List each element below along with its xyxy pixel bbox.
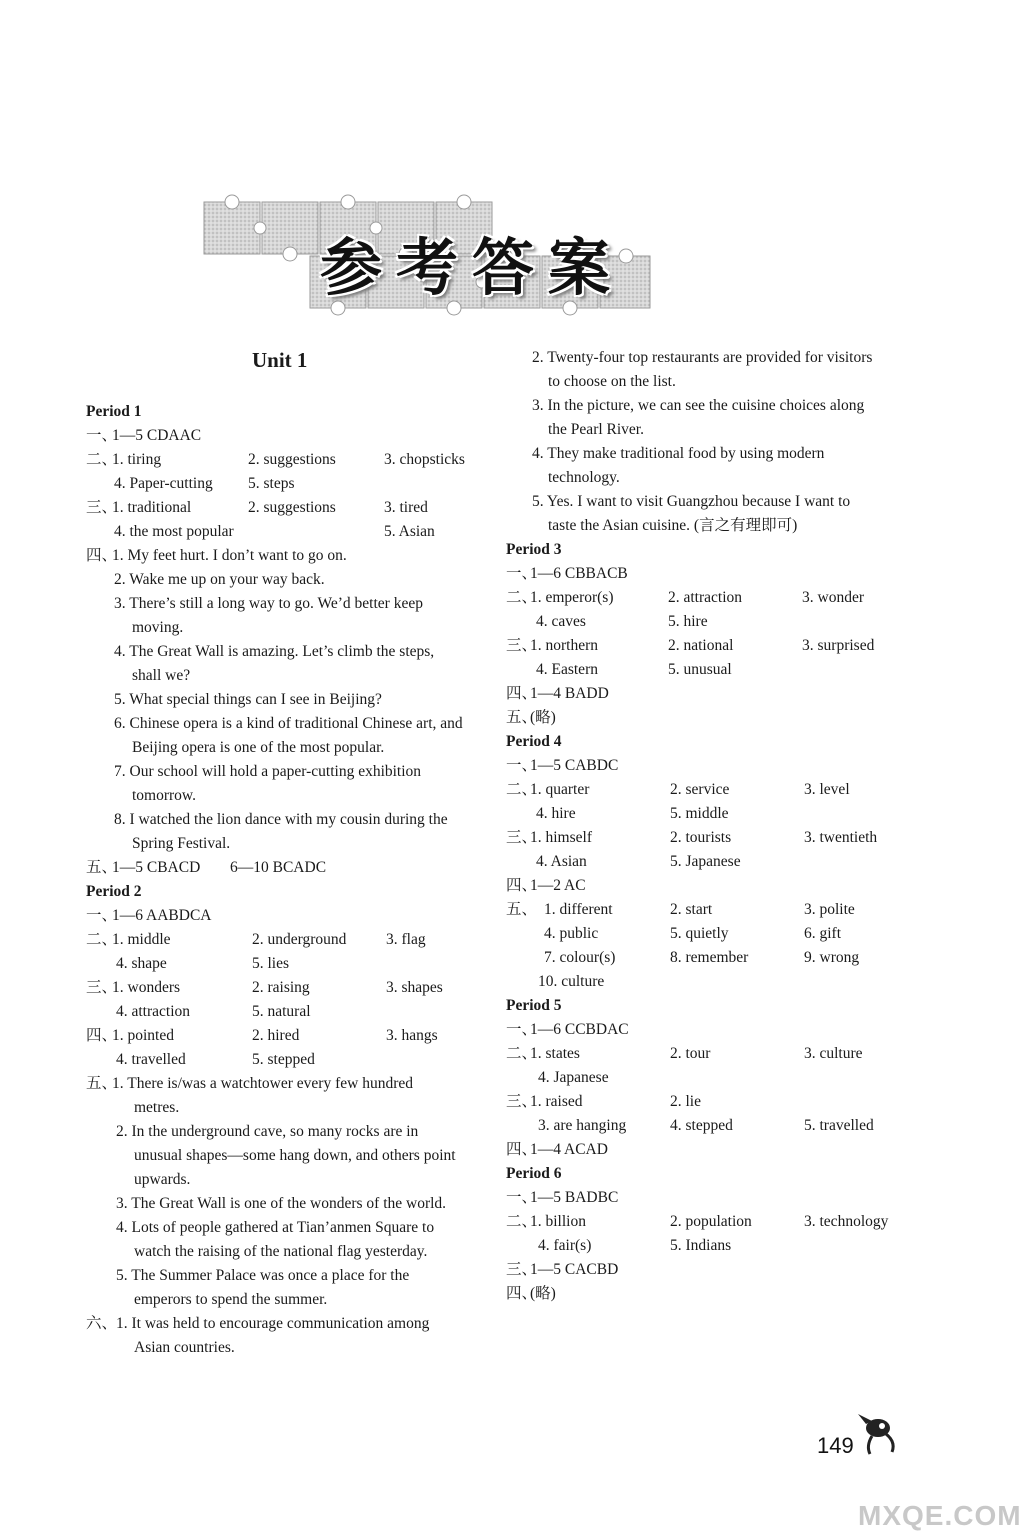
answer-row: Asian countries. — [134, 1339, 235, 1356]
page-title: 参考答案 — [320, 231, 625, 304]
right-column — [506, 346, 926, 1306]
answer-row: 二、 1. billion 2. population 3. technology — [506, 1213, 889, 1230]
answer-row: 4. hire 5. middle — [536, 805, 729, 822]
answer-row: 4. travelled 5. stepped — [116, 1051, 315, 1068]
answer-row: watch the raising of the national flag yesterday. — [134, 1243, 428, 1260]
period-heading: Period 3 — [506, 541, 562, 558]
answer-row: 7. Our school will hold a paper-cutting exhibition — [114, 763, 422, 780]
mascot-icon — [852, 1408, 908, 1458]
answer-row: Spring Festival. — [132, 835, 231, 852]
answer-row: 三、 1. wonders 2. raising 3. shapes — [86, 979, 443, 996]
answer-row: tomorrow. — [132, 787, 196, 804]
answer-row: 二、 1. emperor(s) 2. attraction 3. wonder — [506, 589, 864, 606]
answer-row: 4. public 5. quietly 6. gift — [544, 925, 842, 942]
answer-row: 三、 1. traditional 2. suggestions 3. tired — [86, 499, 428, 516]
period-heading: Period 2 — [86, 883, 142, 900]
answer-row: 5. The Summer Palace was once a place for the — [116, 1267, 410, 1284]
answer-row: 4. Paper-cutting 5. steps — [114, 475, 295, 492]
answer-row: 4. Lots of people gathered at Tian’anmen Square to — [116, 1219, 435, 1236]
answer-row: 一、 1—6 CCBDAC — [506, 1021, 629, 1038]
answer-row: 2. Wake me up on your way back. — [114, 571, 325, 588]
answer-row: 二、 1. quarter 2. service 3. level — [506, 781, 850, 798]
answer-row: 二、 1. states 2. tour 3. culture — [506, 1045, 863, 1062]
answer-row: 五、 1—5 CBACD 6—10 BCADC — [86, 859, 327, 876]
answer-row: 4. caves 5. hire — [536, 613, 708, 630]
answer-row: 5. What special things can I see in Beijing? — [114, 691, 382, 708]
answer-row: 4. The Great Wall is amazing. Let’s climb the steps, — [114, 643, 435, 660]
answer-row: 4. They make traditional food by using modern — [532, 445, 825, 462]
answer-row: 4. Asian 5. Japanese — [536, 853, 741, 870]
answer-row: 三、 1—5 CACBD — [506, 1261, 619, 1278]
answer-row: 六、 1. It was held to encourage communication among — [86, 1315, 430, 1332]
answer-row: moving. — [132, 619, 184, 636]
answer-row: upwards. — [134, 1171, 191, 1188]
answer-row: 4. Japanese — [538, 1069, 609, 1086]
left-column — [86, 400, 496, 1360]
answer-row: 一、 1—5 CDAAC — [86, 427, 202, 444]
answer-row: metres. — [134, 1099, 180, 1116]
answer-row: 五、 (略) — [506, 709, 556, 726]
answer-row: 四、 1—2 AC — [506, 877, 586, 894]
answer-row: 3. are hanging 4. stepped 5. travelled — [538, 1117, 874, 1134]
answer-row: 四、 1. pointed 2. hired 3. hangs — [86, 1027, 438, 1044]
answer-row: 3. There’s still a long way to go. We’d better keep — [114, 595, 423, 612]
answer-row: 6. Chinese opera is a kind of traditional Chinese art, and — [114, 715, 463, 732]
answer-row: 五、 1. There is/was a watchtower every few hundred — [86, 1075, 413, 1092]
answer-row: 4. attraction 5. natural — [116, 1003, 311, 1020]
answer-row: to choose on the list. — [548, 373, 676, 390]
answer-row: 10. culture — [538, 973, 605, 990]
title-banner — [200, 180, 660, 330]
answer-row: 三、 1. himself 2. tourists 3. twentieth — [506, 829, 878, 846]
answer-row: 3. In the picture, we can see the cuisine choices along — [532, 397, 865, 414]
answer-row: 四、 (略) — [506, 1285, 556, 1302]
answer-row: 2. Twenty-four top restaurants are provided for visitors — [532, 349, 873, 366]
answer-row: 二、 1. tiring 2. suggestions 3. chopsticks — [86, 451, 465, 468]
answer-row: emperors to spend the summer. — [134, 1291, 328, 1308]
period-heading: Period 1 — [86, 403, 142, 420]
answer-row: 四、 1. My feet hurt. I don’t want to go on. — [86, 547, 347, 564]
answer-row: 一、 1—6 CBBACB — [506, 565, 628, 582]
answer-row: 8. I watched the lion dance with my cousin during the — [114, 811, 448, 828]
answer-row: 四、 1—4 BADD — [506, 685, 609, 702]
answer-row: 五、 1. different 2. start 3. polite — [506, 901, 855, 918]
answer-row: technology. — [548, 469, 620, 486]
page-number: 149 — [817, 1433, 854, 1458]
answer-row: 4. shape 5. lies — [116, 955, 290, 972]
answer-row: 一、 1—6 AABDCA — [86, 907, 212, 924]
answer-row: 3. The Great Wall is one of the wonders of the world. — [116, 1195, 447, 1212]
answer-row: 三、 1. northern 2. national 3. surprised — [506, 637, 875, 654]
answer-row: the Pearl River. — [548, 421, 644, 438]
answer-row: 一、 1—5 CABDC — [506, 757, 619, 774]
unit-title: Unit 1 — [252, 348, 308, 372]
answer-row: Beijing opera is one of the most popular. — [132, 739, 385, 756]
answer-row: 4. Eastern 5. unusual — [536, 661, 732, 678]
answer-row: 4. fair(s) 5. Indians — [538, 1237, 732, 1254]
period-heading: Period 6 — [506, 1165, 562, 1182]
answer-row: shall we? — [132, 667, 191, 684]
answer-row: 一、 1—5 BADBC — [506, 1189, 619, 1206]
answer-row: taste the Asian cuisine. (言之有理即可) — [548, 517, 798, 534]
period-heading: Period 4 — [506, 733, 562, 750]
period-heading: Period 5 — [506, 997, 562, 1014]
answer-row: unusual shapes—some hang down, and others point — [134, 1147, 456, 1164]
answer-row: 二、 1. middle 2. underground 3. flag — [86, 931, 426, 948]
answer-row: 5. Yes. I want to visit Guangzhou because I want to — [532, 493, 851, 510]
watermark: MXQE.COM — [858, 1500, 1022, 1531]
answer-row: 三、 1. raised 2. lie — [506, 1093, 701, 1110]
answer-row: 7. colour(s) 8. remember 9. wrong — [544, 949, 860, 966]
answer-row: 2. In the underground cave, so many rocks are in — [116, 1123, 419, 1140]
answer-row: 4. the most popular 5. Asian — [114, 523, 435, 540]
answer-row: 四、 1—4 ACAD — [506, 1141, 608, 1158]
